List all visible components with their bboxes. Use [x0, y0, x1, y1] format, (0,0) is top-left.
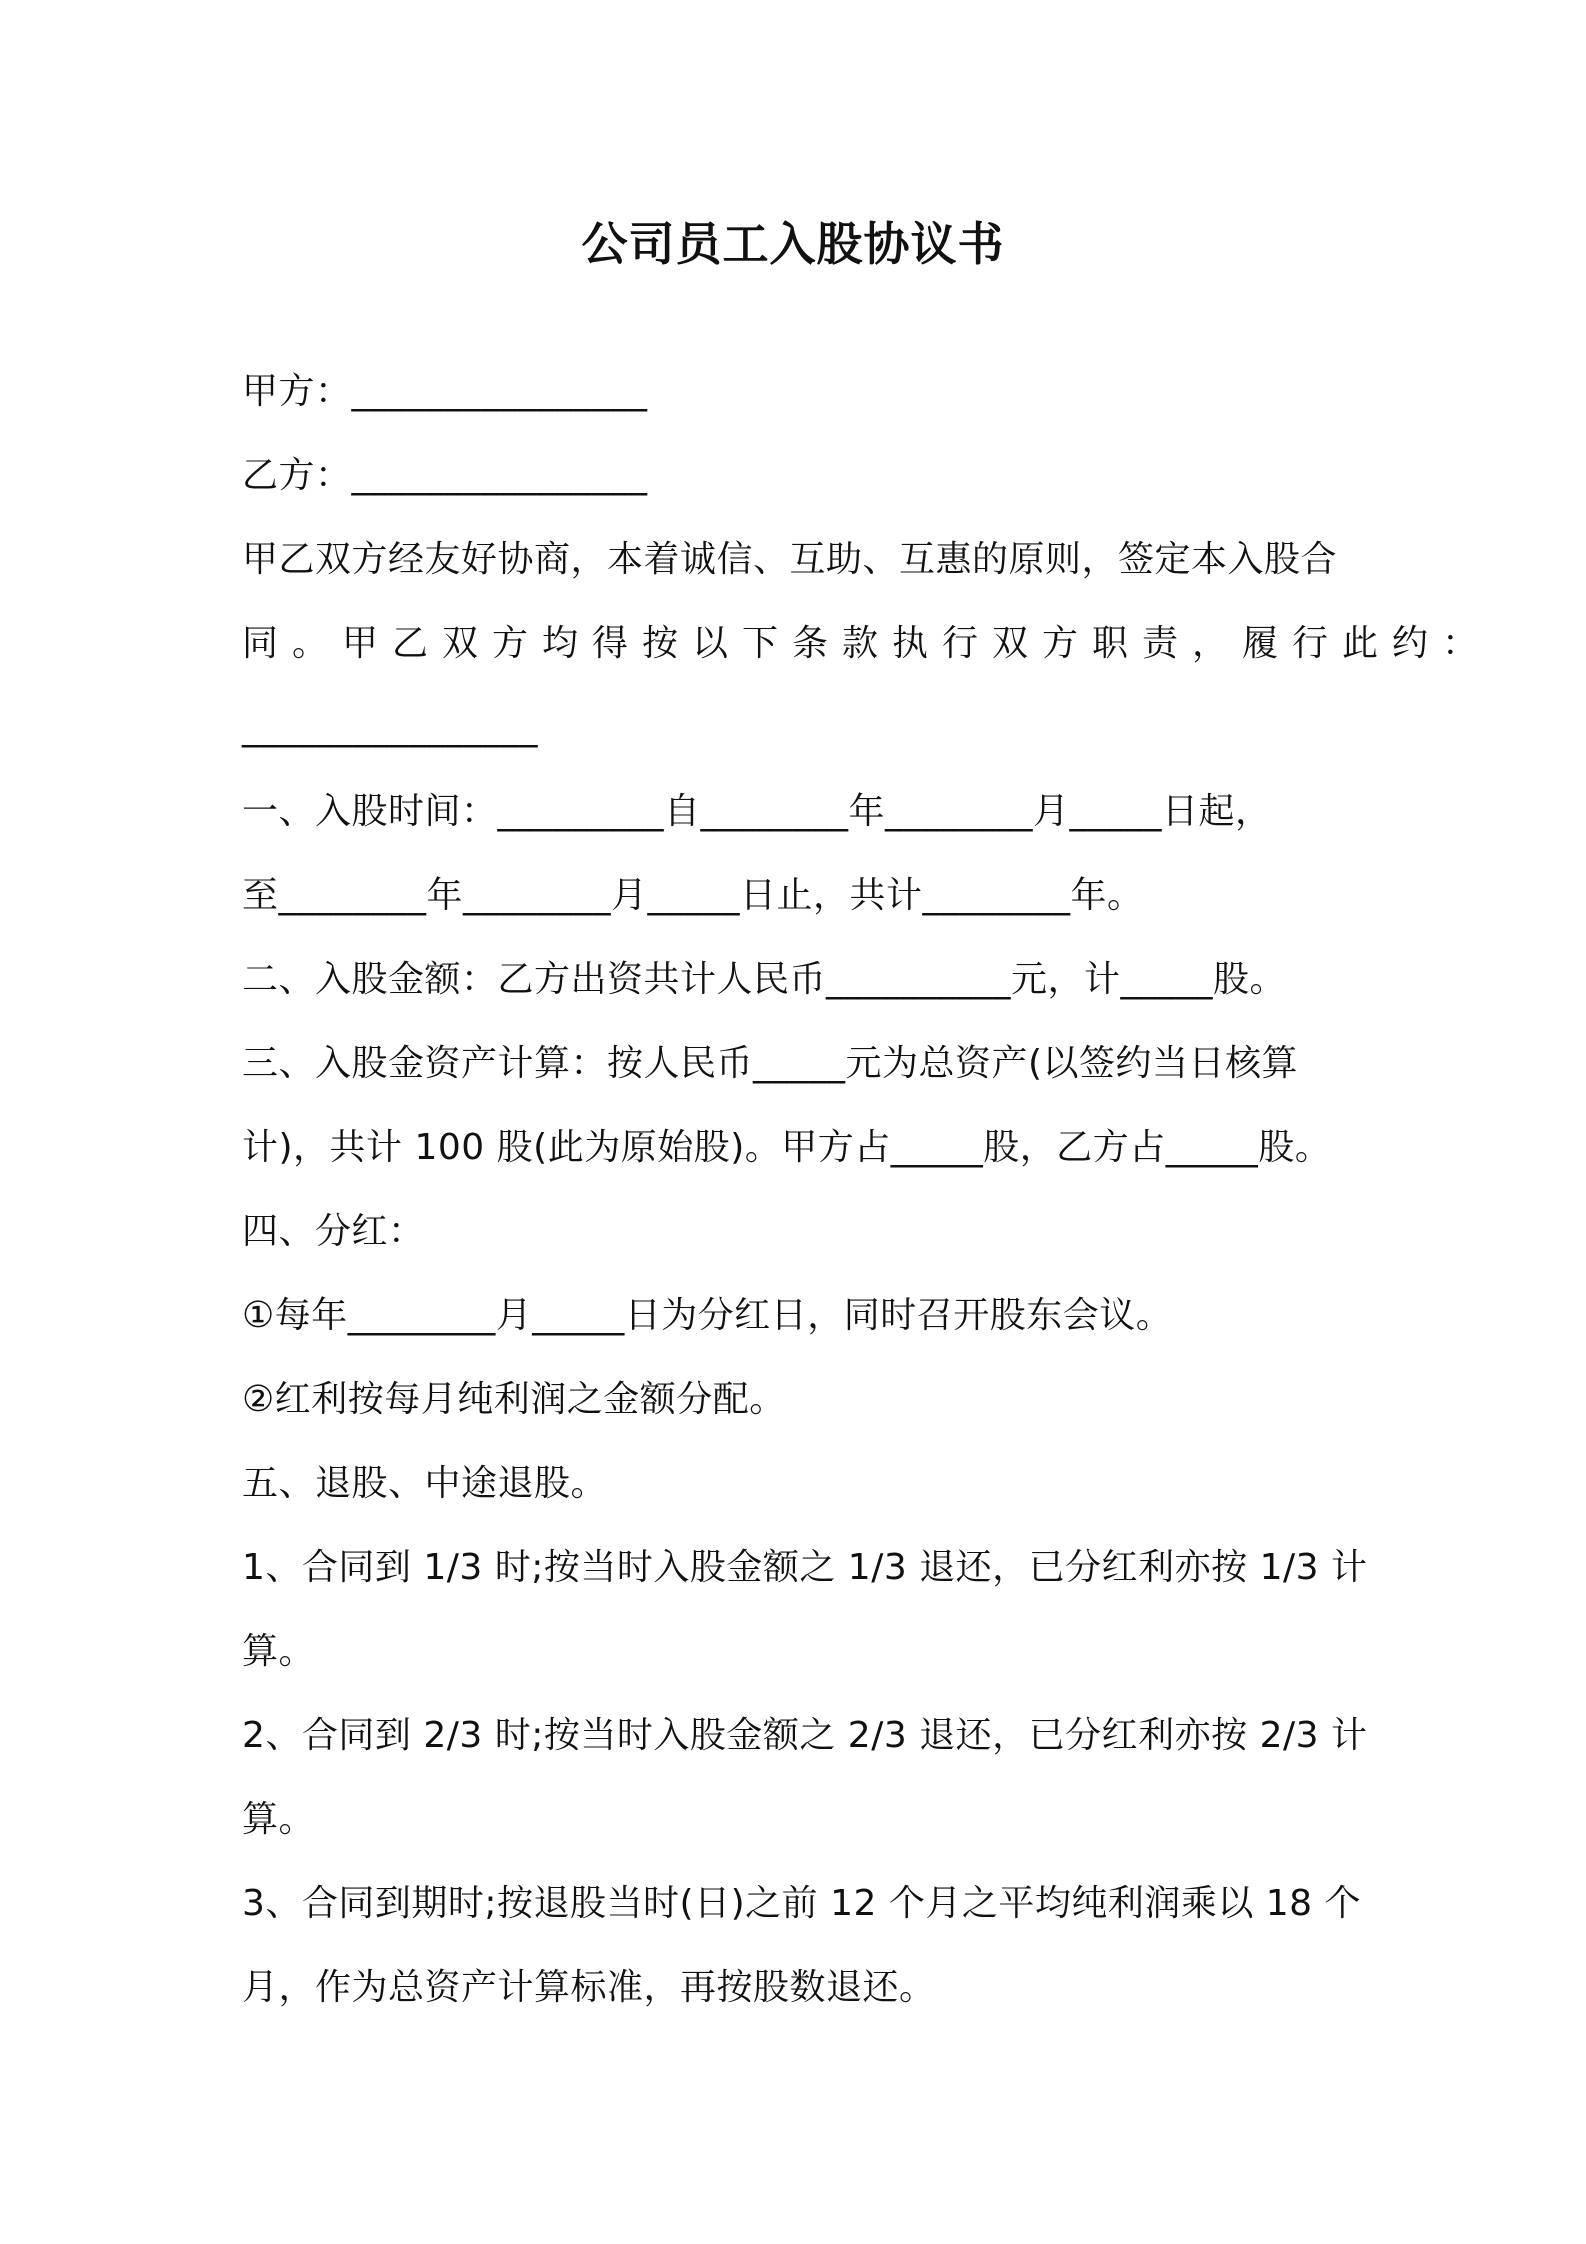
preamble-blank-line: ________________: [242, 707, 538, 748]
party-a-line: 甲方：________________: [242, 371, 648, 412]
clause-3-line-1: 三、入股金资产计算：按人民币_____元为总资产(以签约当日核算: [242, 1043, 1299, 1084]
clause-1-line-1: 一、入股时间：_________自________年________月_____日起，: [242, 791, 1272, 832]
clause-4-item-2: ②红利按每月纯利润之金额分配。: [242, 1379, 786, 1420]
clause-2-line: 二、入股金额：乙方出资共计人民币__________元，计_____股。: [242, 959, 1287, 1000]
clause-5-item-3-line-1: 3、合同到期时;按退股当时(日)之前 12 个月之平均纯利润乘以 18 个: [242, 1883, 1362, 1924]
clause-5-item-3-line-2: 月，作为总资产计算标准，再按股数退还。: [242, 1967, 936, 2008]
clause-5-item-2-line-1: 2、合同到 2/3 时;按当时入股金额之 2/3 退还，已分红利亦按 2/3 计: [242, 1715, 1368, 1756]
preamble-line-1: 甲乙双方经友好协商，本着诚信、互助、互惠的原则，签定本入股合: [242, 539, 1338, 580]
clause-5-heading: 五、退股、中途退股。: [242, 1463, 608, 1504]
clause-5-item-2-line-2: 算。: [242, 1799, 316, 1840]
clause-5-item-1-line-2: 算。: [242, 1631, 316, 1672]
clause-1-line-2: 至________年________月_____日止，共计________年。: [242, 875, 1144, 916]
document-title: 公司员工入股协议书: [581, 217, 1005, 271]
party-b-line: 乙方：________________: [242, 455, 648, 496]
clause-4-heading: 四、分红：: [242, 1211, 425, 1252]
clause-4-item-1: ①每年________月_____日为分红日，同时召开股东会议。: [242, 1295, 1173, 1336]
clause-5-item-1-line-1: 1、合同到 1/3 时;按当时入股金额之 1/3 退还，已分红利亦按 1/3 计: [242, 1547, 1368, 1588]
preamble-line-2: 同。甲乙双方均得按以下条款执行双方职责，履行此约：: [242, 623, 1493, 664]
clause-3-line-2: 计)，共计 100 股(此为原始股)。甲方占_____股，乙方占_____股。: [242, 1127, 1332, 1168]
